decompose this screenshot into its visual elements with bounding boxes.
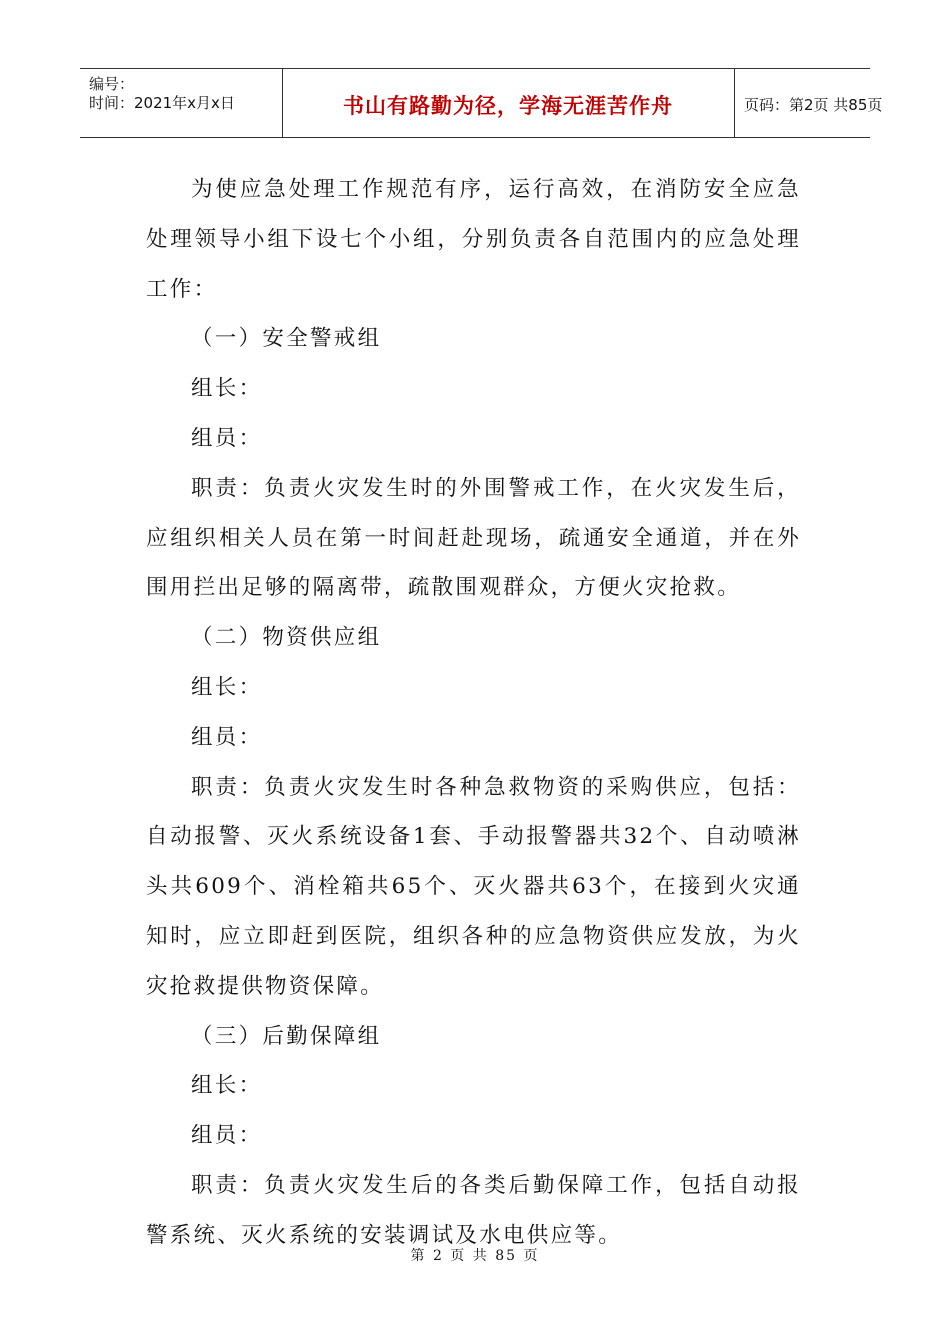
duty-paragraph-supply: 职责：负责火灾发生时各种急救物资的采购供应，包括：自动报警、灭火系统设备1套、手动报警器共32个、自动喷淋头共609个、消栓箱共65个、灭火器共63个，在接到火灾通知时，应立即赶到医院，组织各种的应急物资供应发放，为火灾抢救提供物资保障。 [146,774,801,999]
document-body [146,165,801,1261]
section-heading-logistics: （三）后勤保障组 [191,1023,382,1049]
group-member-label: 组员： [191,724,263,750]
duty-paragraph-security: 职责：负责火灾发生时的外围警戒工作，在火灾发生后，应组织相关人员在第一时间赶赴现场，疏通安全通道，并在外围用拦出足够的隔离带，疏散围观群众，方便火灾抢救。 [146,475,801,601]
header-motto-cell [282,69,735,137]
motto-text: 书山有路勤为径，学海无涯苦作舟 [343,94,673,118]
date-label: 时间：2021年x月x日 [89,94,235,112]
page-footer: 第 2 页 共 85 页 [410,1248,540,1264]
group-leader-label: 组长： [191,1073,263,1099]
header-page-label: 页码：第2页 共85页 [744,96,883,114]
section-heading-security: （一）安全警戒组 [191,326,382,352]
group-leader-label: 组长： [191,376,263,402]
intro-paragraph: 为使应急处理工作规范有序，运行高效，在消防安全应急处理领导小组下设七个小组，分别负责各自范围内的应急处理工作： [146,177,801,302]
duty-paragraph-logistics: 职责：负责火灾发生后的各类后勤保障工作，包括自动报警系统、灭火系统的安装调试及水电供应等。 [146,1172,801,1248]
number-label: 编号： [89,75,135,93]
section-heading-supply: （二）物资供应组 [191,625,382,651]
group-member-label: 组员： [191,1123,263,1149]
header-page-cell [734,69,883,137]
group-leader-label: 组长： [191,674,263,700]
document-header [80,68,883,138]
group-member-label: 组员： [191,425,263,451]
header-info-cell [80,69,283,137]
